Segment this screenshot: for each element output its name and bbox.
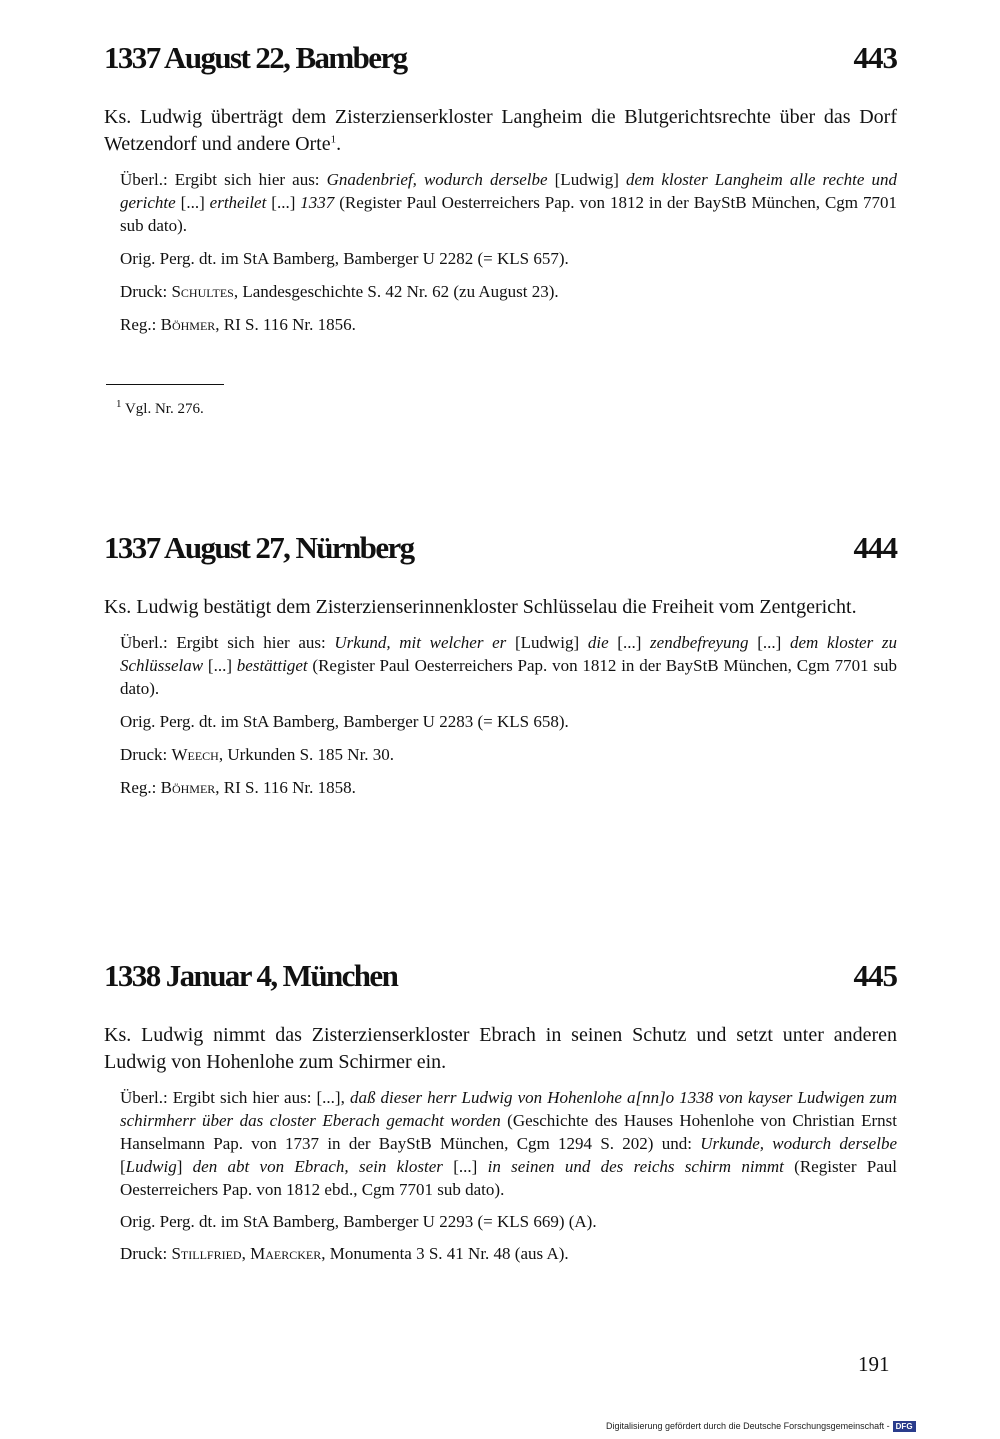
entry-summary: Ks. Ludwig bestätigt dem Zisterzienserinnenkloster Schlüsselau die Freiheit vom Zentgericht. [104,596,857,618]
entry-444 [104,530,897,799]
druck-rest: , Landesgeschichte S. 42 Nr. 62 (zu August 23). [233,282,559,301]
print-reference [120,743,897,766]
print-reference [120,1242,897,1265]
quote-1: Gnadenbrief, wodurch derselbe [326,170,548,189]
dfg-logo: DFG [893,1421,916,1432]
footnote-mark: 1 [116,398,122,410]
reg-rest: , RI S. 116 Nr. 1858. [215,778,356,797]
entry-443 [104,40,897,336]
summary-text: Ks. Ludwig überträgt dem Zisterzienserkloster Langheim die Blutgerichtsrechte über das Dorf Wetzendorf und andere Orte [104,106,897,155]
uberl-text-2: [...] [608,633,651,652]
quote-2: Urkunde, wodurch derselbe [700,1134,897,1153]
dfg-notice [606,1421,916,1432]
quote-4: dem kloster zu Schlüsselaw [120,633,897,675]
druck-author: Schultes [171,282,234,301]
entry-title: 1338 Januar 4, München [104,958,398,993]
uberl-text-2: [...] [175,193,210,212]
uberl-label: Überl.: Ergibt sich hier aus: [...], [120,1088,350,1107]
druck-rest: , Monumenta 3 S. 41 Nr. 48 (aus A). [321,1244,569,1263]
original-source: Orig. Perg. dt. im StA Bamberg, Bamberger U 2293 (= KLS 669) (A). [120,1212,597,1231]
druck-author: Stillfried, Maercker [171,1244,322,1263]
reg-label: Reg.: [120,315,161,334]
uberl-text-5: (Register Paul Oesterreichers Pap. von 1812 in der BayStB München, Cgm 7701 sub dato). [120,656,897,698]
quote-2: die [587,633,609,652]
quote-1: Urkund, mit welcher er [334,633,507,652]
reg-author: Böhmer [160,315,216,334]
print-reference [120,280,897,303]
uberl-text-4: [...] [442,1157,488,1176]
reg-author: Böhmer [160,778,216,797]
uberl-text-4: (Register Paul Oesterreichers Pap. von 1812 in der BayStB München, Cgm 7701 sub dato). [120,193,897,235]
quote-3: zendbefreyung [650,633,749,652]
entry-number: 444 [853,530,897,565]
entry-summary: Ks. Ludwig überträgt dem Zisterzienserkloster Langheim die Blutgerichtsrechte über das Dorf Wetzendorf und andere Orte$^1$. [104,106,897,155]
transmission-note [120,1086,897,1201]
entry-number: 443 [853,40,897,75]
entry-header [104,530,897,578]
quote-5: bestättiget [236,656,308,675]
uberl-label: Überl.: Ergibt sich hier aus: [120,633,335,652]
quote-4: 1337 [300,193,335,212]
druck-rest: , Urkunden S. 185 Nr. 30. [218,745,395,764]
entry-number: 445 [853,958,897,993]
quote-3: Ludwig [125,1157,177,1176]
uberl-text-1: [Ludwig] [506,633,588,652]
regesta-reference [120,313,897,336]
footnote-ref: 1 [330,133,337,146]
quote-4: den abt von Ebrach, sein kloster [192,1157,443,1176]
druck-author: Weech [171,745,219,764]
entry-title: 1337 August 22, Bamberg [104,40,407,75]
entry-445 [104,958,897,1265]
entry-summary: Ks. Ludwig nimmt das Zisterzienserkloster Ebrach in seinen Schutz und setzt unter anderen Ludwig von Hohenlohe zum Schirmer ein. [104,1024,897,1073]
uberl-label: Überl.: Ergibt sich hier aus: [120,170,327,189]
reg-rest: , RI S. 116 Nr. 1856. [215,315,356,334]
footnote-divider [106,384,224,385]
uberl-text-1: [Ludwig] [547,170,626,189]
druck-label: Druck: [120,1244,172,1263]
quote-5: in seinen und des reichs schirm nimmt [487,1157,784,1176]
entry-title: 1337 August 27, Nürnberg [104,530,414,565]
quote-1: daß dieser herr Ludwig von Hohenlohe a[nn]o 1338 von kayser Ludwigen zum schirmherr über das closter Eberach gemacht worden [120,1088,898,1130]
quote-3: ertheilet [209,193,267,212]
regesta-reference [120,776,897,799]
uberl-text-2: [ [120,1157,126,1176]
druck-label: Druck: [120,282,172,301]
transmission-note [120,631,897,700]
uberl-text-3: ] [176,1157,193,1176]
footnote [116,398,204,418]
uberl-text-5: (Register Paul Oesterreichers Pap. von 1812 ebd., Cgm 7701 sub dato). [120,1157,898,1199]
reg-label: Reg.: [120,778,161,797]
original-source: Orig. Perg. dt. im StA Bamberg, Bamberger U 2283 (= KLS 658). [120,712,569,731]
uberl-text-1: (Geschichte des Hauses Hohenlohe von Christian Ernst Hanselmann Pap. von 1737 in der BayStB München, Cgm 1294 S. 202) und: [120,1111,897,1153]
footnote-text: Vgl. Nr. 276. [121,401,204,417]
uberl-text-4: [...] [203,656,237,675]
druck-label: Druck: [120,745,172,764]
entry-header [104,40,897,88]
transmission-note [120,168,897,237]
quote-2: dem kloster Langheim alle rechte und gerichte [120,170,897,212]
entry-header [104,958,897,1006]
uberl-text-3: [...] [748,633,790,652]
original-source: Orig. Perg. dt. im StA Bamberg, Bamberger U 2282 (= KLS 657). [120,249,569,268]
dfg-notice-text: Digitalisierung gefördert durch die Deutsche Forschungsgemeinschaft - [606,1421,890,1431]
uberl-text-3: [...] [266,193,301,212]
page-number: 191 [858,1352,890,1376]
